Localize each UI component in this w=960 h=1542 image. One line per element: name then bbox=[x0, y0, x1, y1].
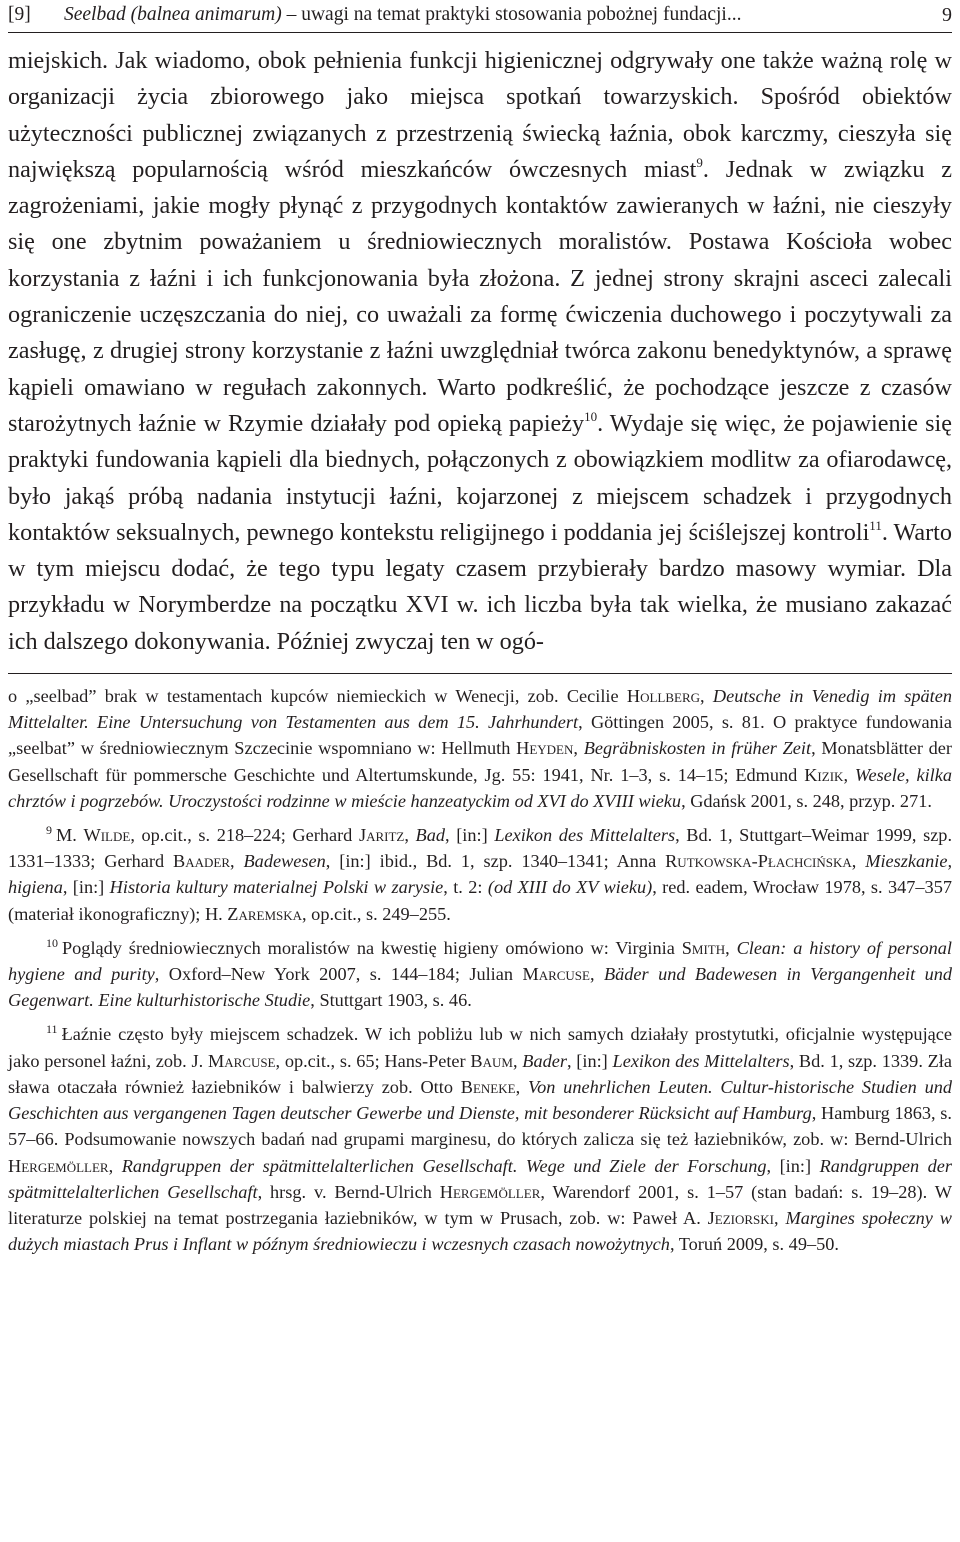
page-number: 9 bbox=[942, 4, 952, 26]
main-text bbox=[8, 43, 952, 660]
running-title-italic: Seelbad (balnea animarum) bbox=[64, 4, 282, 25]
body-segment-3: . Wydaje się więc, że pojawienie się praktyki fundowania kąpieli dla biednych, połączonych z obowiązkiem modlitw za ofiarodawcę, było jakąś próbą nadania instytucji łaźni, kojarzonej z miejscem schadzek i przygodnych kontaktów seksualnych, pewnego kontekstu religijnego i poddania jej ściślejszej kontroli bbox=[8, 409, 952, 546]
footnote-ref-9[interactable]: 9 bbox=[696, 154, 703, 170]
running-title bbox=[64, 0, 741, 30]
body-segment-1: miejskich. Jak wiadomo, obok pełnienia funkcji higienicznej odgrywały one także ważną rolę w organizacji życia zbiorowego jako miejsca spotkań towarzyskich. Spośród obiektów użyteczności publicznej związanych z przestrzenią świecką łaźnia, obok karczmy, cieszyła się największą popularnością wśród mieszkańców ówczesnych miast bbox=[8, 47, 952, 183]
footnote-11: $^{11}$ Łaźnie często były miejscem schadzek. W ich pobliżu lub w nich samych działały prostytutki, oficjalnie występujące jako personel łaźni, zob. J. Marcuse, op.cit., s. 65; Hans-Peter Baum, Bader, [in:] Lexikon des Mittelalters, Bd. 1, szp. 1339. Zła sława otaczała również łaziebników i balwierzy zob. Otto Beneke, Von unehrlichen Leuten. Cultur-historische Studien und Geschichten aus vergangenen Tagen deutscher Gewerbe und Dienste, mit besonderer Rücksicht auf Hamburg, Hamburg 1863, s. 57–66. Podsumowanie nowszych badań nad grupami marginesu, do których zalicza się też łaziebników, zob. w: Bernd-Ulrich Hergemöller, Randgruppen der spätmittelalterlichen Gesellschaft. Wege und Ziele der Forschung, [in:] Randgruppen der spätmittelalterlichen Gesellschaft, hrsg. v. Bernd-Ulrich Hergemöller, Warendorf 2001, s. 1–57 (stan badań: s. 19–28). W literaturze polskiej na temat postrzegania łaziebników, w tym w Prusach, zob. w: Paweł A. Jeziorski, Margines społeczny w dużych miastach Prus i Inflant w późnym średniowieczu i wczesnych czasach nowożytnych, Toruń 2009, s. 49–50. bbox=[8, 1022, 953, 1255]
section-number: [9] bbox=[8, 4, 31, 25]
body-segment-2: . Jednak w związku z zagrożeniami, jakie mogły płynąć z przygodnych kontaktów zawieranych w łaźni, nie cieszyły się one zbytnim poważaniem u średniowiecznych moralistów. Postawa Kościoła wobec korzystania z łaźni i ich funkcjonowania była złożona. Z jednej strony skrajni asceci zalecali ograniczenie uczęszczania do niej, co uważali za formę ćwiczenia duchowego i poczytywali za zasługę, z drugiej strony korzystanie z łaźni uwzględniał twórca zakonu benedyktynów, a sprawę kąpieli omawiano w regułach zakonnych. Warto podkreślić, że pochodzące jeszcze z czasów starożytnych łaźnie w Rzymie działały pod opieką papieży bbox=[8, 155, 952, 437]
footnote-ref-10[interactable]: 10 bbox=[584, 408, 598, 424]
footnotes bbox=[8, 683, 952, 1257]
footnote-separator bbox=[8, 673, 952, 674]
footnote-number: 10 bbox=[46, 935, 58, 950]
running-title-rest: – uwagi na temat praktyki stosowania pobożnej fundacji... bbox=[281, 4, 742, 25]
footnote-9: $^9$ M. Wilde, op.cit., s. 218–224; Gerhard Jaritz, Bad, [in:] Lexikon des Mittelalters, Bd. 1, Stuttgart–Weimar 1999, szp. 1331–1333; Gerhard Baader, Badewesen, [in:] ibid., Bd. 1, szp. 1340–1341; Anna Rutkowska-Płachcińska, Mieszkanie, higiena, [in:] Historia kultury materialnej Polski w zarysie, t. 2: (od XIII do XV wieku), red. eadem, Wrocław 1978, s. 347–357 (materiał ikonograficzny); H. Zaremska, op.cit., s. 249–255. bbox=[8, 823, 953, 924]
footnote-10: $^{10}$ Poglądy średniowiecznych moralistów na kwestię higieny omówiono w: Virginia Smith, Clean: a history of personal hygiene and purity, Oxford–New York 2007, s. 144–184; Julian Marcuse, Bäder und Badewesen in Vergangenheit und Gegenwart. Eine kulturhistorische Studie, Stuttgart 1903, s. 46. bbox=[8, 935, 953, 1011]
book-page bbox=[8, 0, 952, 1257]
footnote-8-continuation: o „seelbad” brak w testamentach kupców niemieckich w Wenecji, zob. Cecilie Hollberg, Deutsche in Venedig im späten Mittelalter. Eine Untersuchung von Testamenten aus dem 15. Jahrhundert, Göttingen 2005, s. 81. O praktyce fundowania „seelbat” w średniowiecznym Szczecinie wspomniano w: Hellmuth Heyden, Begräbniskosten in früher Zeit, Monatsblätter der Gesellschaft für pommersche Geschichte und Altertumskunde, Jg. 55: 1941, Nr. 1–3, s. 14–15; Edmund Kizik, Wesele, kilka chrztów i pogrzebów. Uroczystości rodzinne w mieście hanzeatyckim od XVI do XVIII wieku, Gdańsk 2001, s. 248, przyp. 271. bbox=[8, 686, 952, 811]
footnote-number: 9 bbox=[46, 823, 52, 838]
running-head bbox=[8, 0, 952, 33]
footnote-number: 11 bbox=[46, 1022, 58, 1037]
body-segment-4: . Warto w tym miejscu dodać, że tego typu legaty czasem przybierały bardzo masowy wymiar. Dla przykładu w Norymberdze na początku XVI w. ich liczba była tak wielka, że musiano zakazać ich dalszego dokonywania. Później zwyczaj ten w ogó- bbox=[8, 518, 952, 655]
footnote-ref-11[interactable]: 11 bbox=[869, 517, 882, 533]
